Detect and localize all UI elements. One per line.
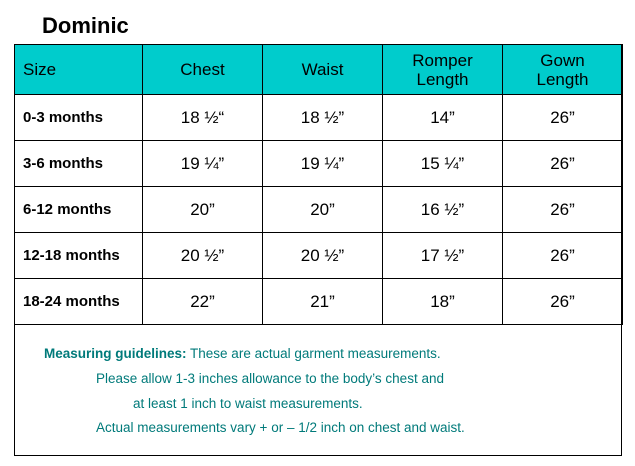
guidelines-lead: Measuring guidelines:	[44, 346, 187, 361]
chest-cell: 18 ½“	[143, 95, 263, 141]
romper-length-cell: 15 ¼”	[383, 141, 503, 187]
header-gown-length: Gown Length	[503, 45, 623, 95]
guidelines-line-4: Actual measurements vary + or – 1/2 inch on chest and waist.	[96, 420, 465, 435]
chest-cell: 19 ¼”	[143, 141, 263, 187]
size-cell: 3-6 months	[15, 141, 143, 187]
size-cell: 0-3 months	[15, 95, 143, 141]
header-size: Size	[15, 45, 143, 95]
romper-length-cell: 17 ½”	[383, 233, 503, 279]
waist-cell: 19 ¼”	[263, 141, 383, 187]
size-cell: 6-12 months	[15, 187, 143, 233]
waist-cell: 20”	[263, 187, 383, 233]
guidelines-line-2: Please allow 1-3 inches allowance to the body’s chest and	[96, 371, 444, 386]
gown-length-cell: 26”	[503, 279, 623, 325]
romper-length-cell: 14”	[383, 95, 503, 141]
guidelines-text-1: These are actual garment measurements.	[186, 346, 441, 361]
chest-cell: 20”	[143, 187, 263, 233]
size-cell: 12-18 months	[15, 233, 143, 279]
chest-cell: 22”	[143, 279, 263, 325]
gown-length-cell: 26”	[503, 233, 623, 279]
gown-length-cell: 26”	[503, 95, 623, 141]
gown-length-cell: 26”	[503, 187, 623, 233]
measuring-guidelines	[14, 320, 622, 456]
waist-cell: 18 ½”	[263, 95, 383, 141]
waist-cell: 20 ½”	[263, 233, 383, 279]
waist-cell: 21”	[263, 279, 383, 325]
gown-length-cell: 26”	[503, 141, 623, 187]
romper-length-cell: 18”	[383, 279, 503, 325]
header-waist: Waist	[263, 45, 383, 95]
guidelines-line-1	[44, 346, 441, 361]
chest-cell: 20 ½”	[143, 233, 263, 279]
header-chest: Chest	[143, 45, 263, 95]
page-title: Dominic	[42, 13, 129, 38]
guidelines-line-3: at least 1 inch to waist measurements.	[133, 396, 363, 411]
header-romper-length: Romper Length	[383, 45, 503, 95]
romper-length-cell: 16 ½”	[383, 187, 503, 233]
size-cell: 18-24 months	[15, 279, 143, 325]
